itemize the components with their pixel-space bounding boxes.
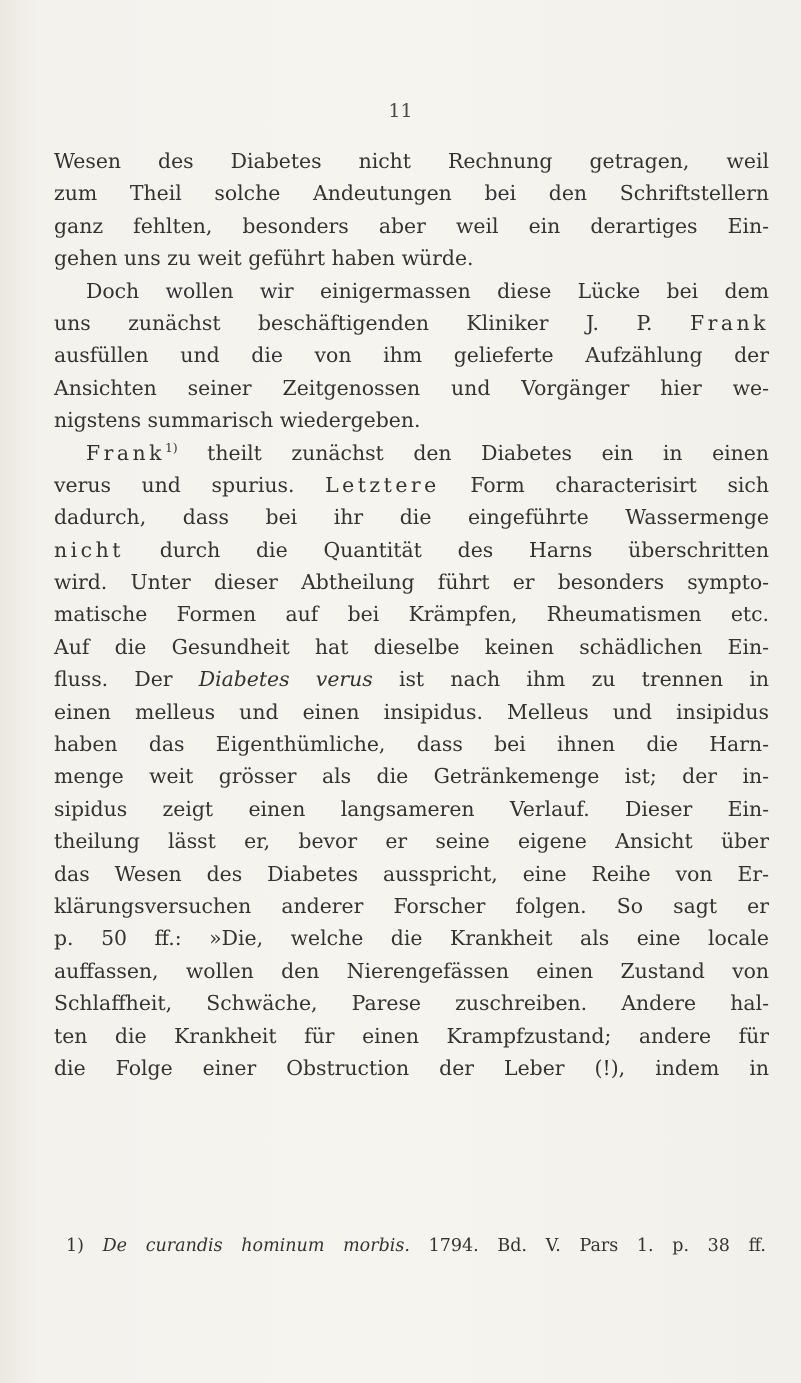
text-line: p. 50 ff.: »Die, welche die Krankheit als eine locale bbox=[54, 926, 769, 951]
text-line: gehen uns zu weit geführt haben würde. bbox=[54, 246, 474, 271]
text-line: ganz fehlten, besonders aber weil ein derartiges Ein- bbox=[54, 213, 769, 238]
text-line: Wesen des Diabetes nicht Rechnung getragen, weil bbox=[54, 149, 769, 173]
footnote bbox=[66, 1236, 766, 1256]
text-line: menge weit grösser als die Getränkemenge ist; der in- bbox=[54, 764, 769, 789]
text-line: wird. Unter dieser Abtheilung führt er besonders sympto- bbox=[54, 570, 769, 595]
italic-term: Diabetes verus bbox=[198, 667, 373, 692]
text-line: Ansichten seiner Zeitgenossen und Vorgänger hier we- bbox=[54, 375, 769, 400]
text-line: fluss. Der Diabetes verus ist nach ihm zu trennen in bbox=[54, 667, 769, 692]
text-line: sipidus zeigt einen langsameren Verlauf. Dieser Ein- bbox=[54, 796, 769, 821]
text-line: ten die Krankheit für einen Krampfzustand; andere für bbox=[54, 1023, 769, 1048]
text-line: die Folge einer Obstruction der Leber (!), indem in bbox=[54, 1055, 769, 1080]
page-number: 11 bbox=[388, 100, 413, 122]
footnote-title: De curandis hominum morbis. bbox=[102, 1236, 410, 1256]
footnote-marker: 1) bbox=[165, 440, 178, 455]
text-line: einen melleus und einen insipidus. Melleus und insipidus bbox=[54, 699, 769, 724]
text-line: haben das Eigenthümliche, dass bei ihnen die Harn- bbox=[54, 732, 769, 757]
footnote-number: 1) bbox=[66, 1236, 84, 1256]
text-line: uns zunächst beschäftigenden Kliniker J. P. Frank bbox=[54, 310, 769, 335]
spaced-word: nicht bbox=[54, 537, 124, 562]
text-line: nigstens summarisch wiedergeben. bbox=[54, 408, 421, 433]
footnote-reference: 1794. Bd. V. Pars 1. p. 38 ff. bbox=[428, 1236, 766, 1256]
text-line: matische Formen auf bei Krämpfen, Rheumatismen etc. bbox=[54, 602, 769, 627]
text-line: Doch wollen wir einigermassen diese Lücke bei dem bbox=[86, 278, 769, 303]
spaced-name: Frank bbox=[689, 310, 769, 335]
text-line: dadurch, dass bei ihr die eingeführte Wassermenge bbox=[54, 505, 769, 530]
text-line: Auf die Gesundheit hat dieselbe keinen schädlichen Ein- bbox=[54, 634, 769, 659]
text-line: Frank$^{1)}$ theilt zunächst den Diabetes ein in einen bbox=[86, 440, 769, 465]
text-line: Schlaffheit, Schwäche, Parese zuschreiben. Andere hal- bbox=[54, 991, 769, 1016]
spaced-name: Frank bbox=[86, 440, 166, 465]
text-line: verus und spurius. Letztere Form characterisirt sich bbox=[54, 472, 769, 497]
body-text bbox=[54, 145, 769, 1084]
text-line: zum Theil solche Andeutungen bei den Schriftstellern bbox=[54, 181, 769, 206]
text-line: auffassen, wollen den Nierengefässen einen Zustand von bbox=[54, 958, 769, 983]
text-line: ausfüllen und die von ihm gelieferte Aufzählung der bbox=[54, 343, 769, 368]
text-line: theilung lässt er, bevor er seine eigene Ansicht über bbox=[54, 829, 769, 854]
text-line: klärungsversuchen anderer Forscher folgen. So sagt er bbox=[54, 893, 769, 918]
text-line: das Wesen des Diabetes ausspricht, eine Reihe von Er- bbox=[54, 861, 769, 886]
spaced-word: Letztere bbox=[325, 472, 440, 497]
text-line: nicht durch die Quantität des Harns überschritten bbox=[54, 537, 769, 562]
